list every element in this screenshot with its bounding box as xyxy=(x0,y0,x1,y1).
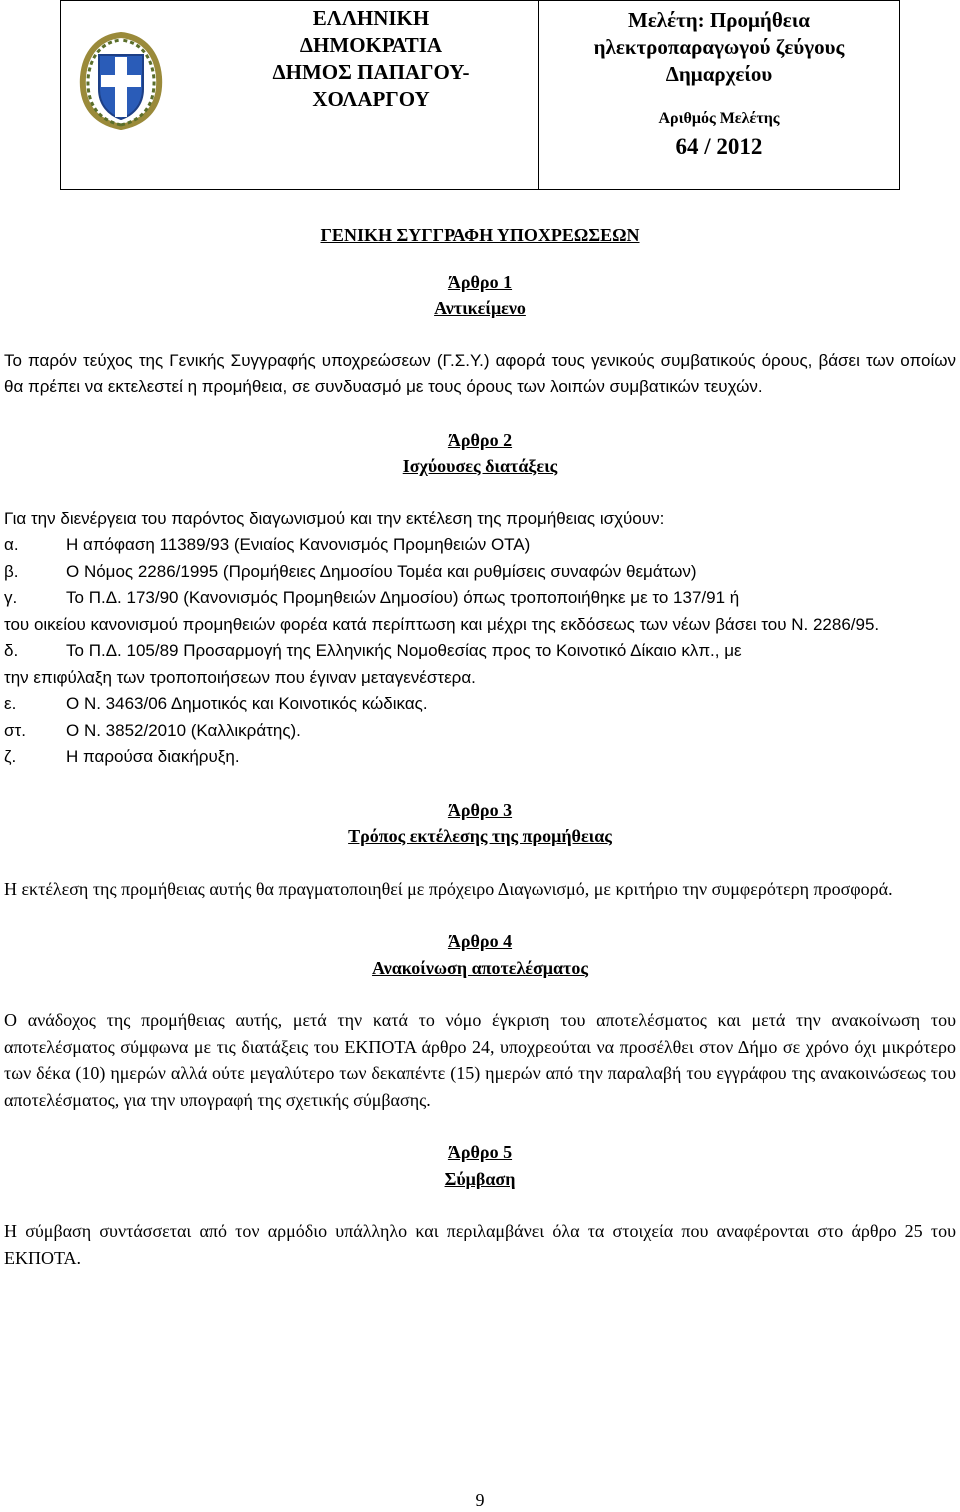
list-text: Το Π.Δ. 173/90 (Κανονισμός Προμηθειών Δημοσίου) όπως τροποποιήθηκε με το 137/91 ή xyxy=(66,588,740,607)
study-title-line: Μελέτη: Προμήθεια xyxy=(628,8,810,32)
header-right-cell xyxy=(539,1,899,189)
list-text: Ο Ν. 3852/2010 (Καλλικράτης). xyxy=(66,720,301,740)
list-item-continuation: την επιφύλαξη των τροποποιήσεων που έγιναν μεταγενέστερα. xyxy=(4,667,476,687)
article-3-number: Άρθρο 3 xyxy=(447,799,513,820)
authority-line: ΧΟΛΑΡΓΟΥ xyxy=(312,87,430,111)
list-marker: ζ. xyxy=(4,747,17,766)
article-1-title: Αντικείμενο xyxy=(434,298,526,318)
article-5-number: Άρθρο 5 xyxy=(447,1142,513,1162)
study-title-line: ηλεκτροπαραγωγού ζεύγους xyxy=(593,35,845,59)
article-1-text: Το παρόν τεύχος της Γενικής Συγγραφής υποχρεώσεων (Γ.Σ.Υ.) αφορά τους γενικούς συμβατικούς όρους, βάσει των οποίων θα πρέπει να εκτελεστεί η προμήθεια, σε συνδυασμό με τους όρους των λοιπών συμβατικών τευχών. xyxy=(4,350,956,396)
header-table xyxy=(60,0,900,190)
list-marker: γ. xyxy=(4,588,18,607)
list-item xyxy=(4,691,956,718)
study-title-line: Δημαρχείου xyxy=(665,62,773,86)
list-item xyxy=(4,718,956,745)
article-1-number: Άρθρο 1 xyxy=(447,271,513,292)
list-marker: α. xyxy=(4,535,19,554)
article-2-title: Ισχύουσες διατάξεις xyxy=(402,456,558,476)
study-title xyxy=(539,7,899,88)
list-item xyxy=(4,559,956,586)
article-5-title: Σύμβαση xyxy=(444,1168,516,1189)
authority-line: ΔΗΜΟΣ ΠΑΠΑΓΟΥ- xyxy=(272,60,470,84)
list-marker: ε. xyxy=(4,694,17,713)
authority-line: ΕΛΛΗΝΙΚΗ xyxy=(312,6,430,30)
article-3-title: Τρόπος εκτέλεσης της προμήθειας xyxy=(348,826,612,846)
header-left-cell xyxy=(61,1,539,189)
main-title: ΓΕΝΙΚΗ ΣΥΓΓΡΑΦΗ ΥΠΟΧΡΕΩΣΕΩΝ xyxy=(320,225,640,245)
article-4-text: Ο ανάδοχος της προμήθειας αυτής, μετά την κατά το νόμο έγκριση του αποτελέσματος και μετά την ανακοίνωση του αποτελέσματος σύμφωνα με τις διατάξεις του ΕΚΠΟΤΑ άρθρο 24, υποχρεούται να προσέλθει στον Δήμο σε χρόνο όχι μικρότερο των δέκα (10) ημερών αλλά ούτε μεγαλύτερο των δεκαπέντε (15) ημερών από την παραλαβή του εγγράφου της ανακοινώσεως του αποτελέσματος, για την υπογραφή της σχετικής σύμβασης. xyxy=(4,1010,956,1110)
article-2-number: Άρθρο 2 xyxy=(447,429,513,450)
article-4-title: Ανακοίνωση αποτελέσματος xyxy=(372,957,588,978)
list-text: Η παρούσα διακήρυξη. xyxy=(66,747,240,766)
list-item xyxy=(4,585,956,612)
greek-coat-of-arms-icon xyxy=(75,27,167,135)
study-number-label: Αριθμός Μελέτης xyxy=(658,110,780,127)
list-marker: β. xyxy=(4,561,19,581)
page-number: 9 xyxy=(475,1490,485,1510)
authority-name xyxy=(271,5,471,113)
list-item xyxy=(4,638,956,665)
list-marker: δ. xyxy=(4,641,19,660)
list-marker: στ. xyxy=(4,720,26,740)
article-2-intro: Για την διενέργεια του παρόντος διαγωνισμού και την εκτέλεση της προμήθειας ισχύουν: xyxy=(4,508,665,528)
article-4-number: Άρθρο 4 xyxy=(447,931,513,951)
list-text: Ο Ν. 3463/06 Δημοτικός και Κοινοτικός κώδικας. xyxy=(66,694,428,713)
list-text: Το Π.Δ. 105/89 Προσαρμογή της Ελληνικής Νομοθεσίας προς το Κοινοτικό Δίκαιο κλπ., με xyxy=(66,641,742,660)
study-number: 64 / 2012 xyxy=(675,134,763,159)
list-text: Η απόφαση 11389/93 (Ενιαίος Κανονισμός Προμηθειών ΟΤΑ) xyxy=(66,535,531,554)
list-item-continuation: του οικείου κανονισμού προμηθειών φορέα κατά περίπτωση και μέχρι της εκδόσεως των νέων βάσει του Ν. 2286/95. xyxy=(4,614,880,634)
list-text: Ο Νόμος 2286/1995 (Προμήθειες Δημοσίου Τομέα και ρυθμίσεις συναφών θεμάτων) xyxy=(66,561,697,581)
authority-line: ΔΗΜΟΚΡΑΤΙΑ xyxy=(299,33,443,57)
article-5-text: Η σύμβαση συντάσσεται από τον αρμόδιο υπάλληλο και περιλαμβάνει όλα τα στοιχεία που αναφέρονται στο άρθρο 25 του ΕΚΠΟΤΑ. xyxy=(4,1221,956,1268)
list-item xyxy=(4,744,956,771)
list-item xyxy=(4,532,956,559)
article-3-text: Η εκτέλεση της προμήθειας αυτής θα πραγματοποιηθεί με πρόχειρο Διαγωνισμό, με κριτήριο την συμφερότερη προσφορά. xyxy=(4,878,893,899)
document-body xyxy=(4,222,956,1271)
